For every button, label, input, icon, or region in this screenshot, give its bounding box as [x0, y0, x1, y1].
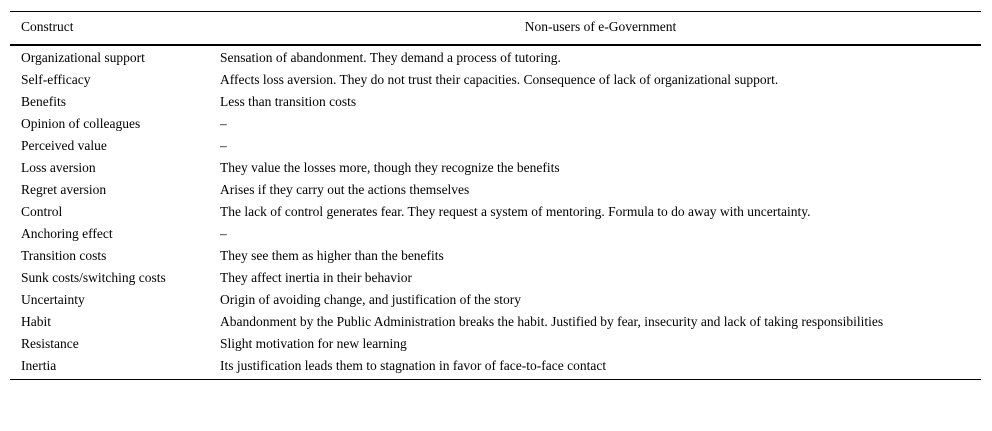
construct-cell: Habit — [21, 314, 51, 329]
construct-cell: Sunk costs/switching costs — [21, 270, 166, 285]
table-row — [10, 113, 981, 135]
table-row — [10, 135, 981, 157]
constructs-table-container — [10, 11, 981, 380]
construct-cell: Uncertainty — [21, 292, 85, 307]
construct-cell: Resistance — [21, 336, 79, 351]
construct-cell: Benefits — [21, 94, 66, 109]
description-cell: They see them as higher than the benefits — [220, 248, 444, 263]
table-row — [10, 69, 981, 91]
table-row — [10, 289, 981, 311]
construct-cell: Self-efficacy — [21, 72, 91, 87]
table-row — [10, 157, 981, 179]
description-cell: They affect inertia in their behavior — [220, 270, 413, 285]
table-row — [10, 91, 981, 113]
description-cell: Origin of avoiding change, and justification of the story — [220, 292, 522, 307]
constructs-table — [10, 11, 981, 380]
description-cell: – — [220, 226, 227, 241]
construct-cell: Anchoring effect — [21, 226, 113, 241]
description-cell: Less than transition costs — [220, 94, 357, 109]
construct-cell: Loss aversion — [21, 160, 96, 175]
table-row — [10, 311, 981, 333]
description-cell: – — [220, 138, 227, 153]
table-row — [10, 45, 981, 69]
description-cell: Its justification leads them to stagnation in favor of face-to-face contact — [220, 358, 607, 373]
table-row — [10, 201, 981, 223]
description-cell: Sensation of abandonment. They demand a process of tutoring. — [220, 50, 561, 65]
description-cell: Abandonment by the Public Administration breaks the habit. Justified by fear, insecurity and lack of taking responsibilities — [220, 314, 884, 329]
description-cell: – — [220, 116, 227, 131]
table-body — [10, 45, 981, 380]
header-row — [10, 12, 981, 46]
table-row — [10, 245, 981, 267]
header-construct: Construct — [21, 19, 74, 34]
table-row — [10, 355, 981, 380]
table-row — [10, 333, 981, 355]
header-non-users: Non-users of e-Government — [524, 19, 677, 34]
construct-cell: Inertia — [21, 358, 57, 373]
table-row — [10, 267, 981, 289]
table-header — [10, 12, 981, 46]
construct-cell: Perceived value — [21, 138, 107, 153]
construct-cell: Regret aversion — [21, 182, 107, 197]
construct-cell: Opinion of colleagues — [21, 116, 141, 131]
table-row — [10, 179, 981, 201]
description-cell: Affects loss aversion. They do not trust their capacities. Consequence of lack of organizational support. — [220, 72, 779, 87]
table-row — [10, 223, 981, 245]
construct-cell: Transition costs — [21, 248, 107, 263]
construct-cell: Control — [21, 204, 63, 219]
description-cell: Arises if they carry out the actions themselves — [220, 182, 470, 197]
description-cell: They value the losses more, though they recognize the benefits — [220, 160, 560, 175]
description-cell: The lack of control generates fear. They request a system of mentoring. Formula to do away with uncertainty. — [220, 204, 811, 219]
construct-cell: Organizational support — [21, 50, 145, 65]
description-cell: Slight motivation for new learning — [220, 336, 407, 351]
